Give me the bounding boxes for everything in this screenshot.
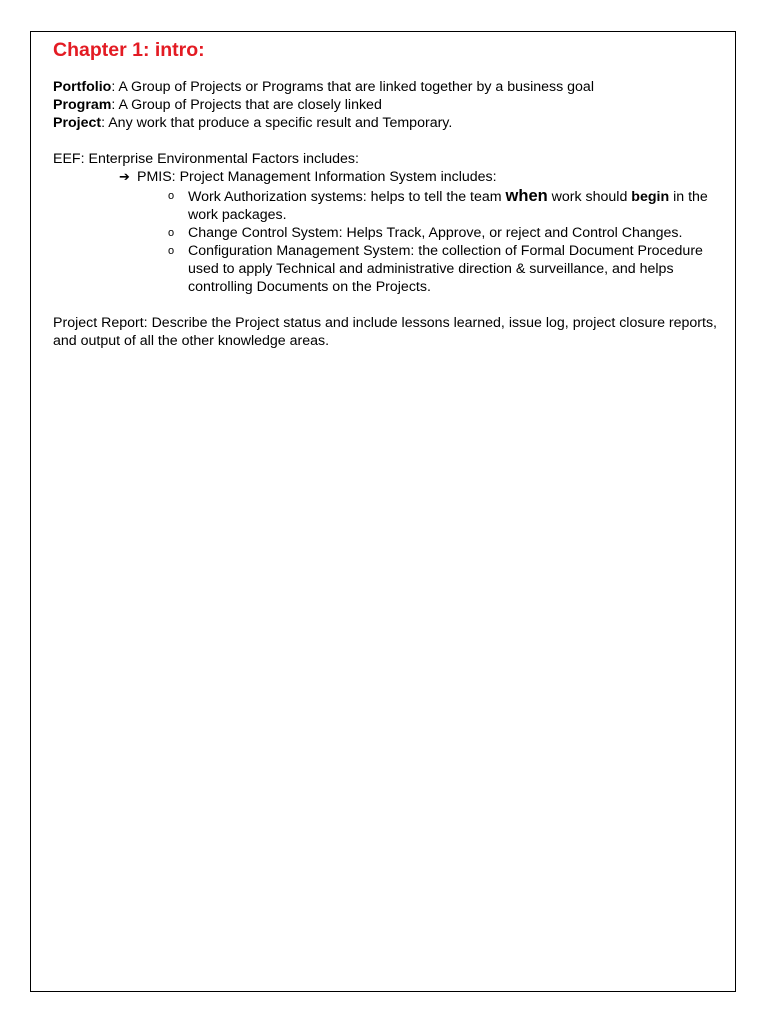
hollow-circle-bullet-icon: o [168,190,175,202]
pmis-line [53,168,723,187]
definition-term: Project [53,115,102,131]
chapter-title: Chapter 1: intro: [53,39,205,61]
document-body [53,36,723,350]
arrow-right-icon: ➔ [119,170,130,185]
pmis-items-list [53,187,723,296]
config-mgmt-text: Configuration Management System: the collection of Formal Document Procedure used to apply Technical and administrative direction & surveillance, and helps controlling Documents on the Projects. [188,243,703,295]
definition-project [53,114,723,132]
change-control-text: Change Control System: Helps Track, Approve, or reject and Control Changes. [188,225,683,241]
list-item-change-control [165,224,723,242]
work-auth-emphasis-when: when [505,187,548,205]
definition-text: : A Group of Projects or Programs that are linked together by a business goal [111,79,594,95]
hollow-circle-bullet-icon: o [168,245,175,257]
eef-heading: EEF: Enterprise Environmental Factors includes: [53,151,359,167]
work-auth-text-3: in the work packages. [188,189,708,223]
definition-portfolio [53,78,723,96]
list-item-work-authorization [165,187,723,224]
definitions-list [53,78,723,132]
work-auth-text-2: work should [547,189,632,205]
project-report-paragraph: Project Report: Describe the Project status and include lessons learned, issue log, project closure reports, and output of all the other knowledge areas. [53,315,717,349]
work-auth-emphasis-begin: begin [631,189,670,205]
hollow-circle-bullet-icon: o [168,227,175,239]
definition-text: : Any work that produce a specific result and Temporary. [101,115,453,131]
definition-text: : A Group of Projects that are closely linked [111,97,382,113]
list-item-configuration-management [165,242,723,296]
definition-program [53,96,723,114]
definition-term: Portfolio [53,79,112,95]
definition-term: Program [53,97,112,113]
work-auth-text-1: Work Authorization systems: helps to tell the team [188,189,506,205]
pmis-label: PMIS: Project Management Information System includes: [137,169,497,185]
